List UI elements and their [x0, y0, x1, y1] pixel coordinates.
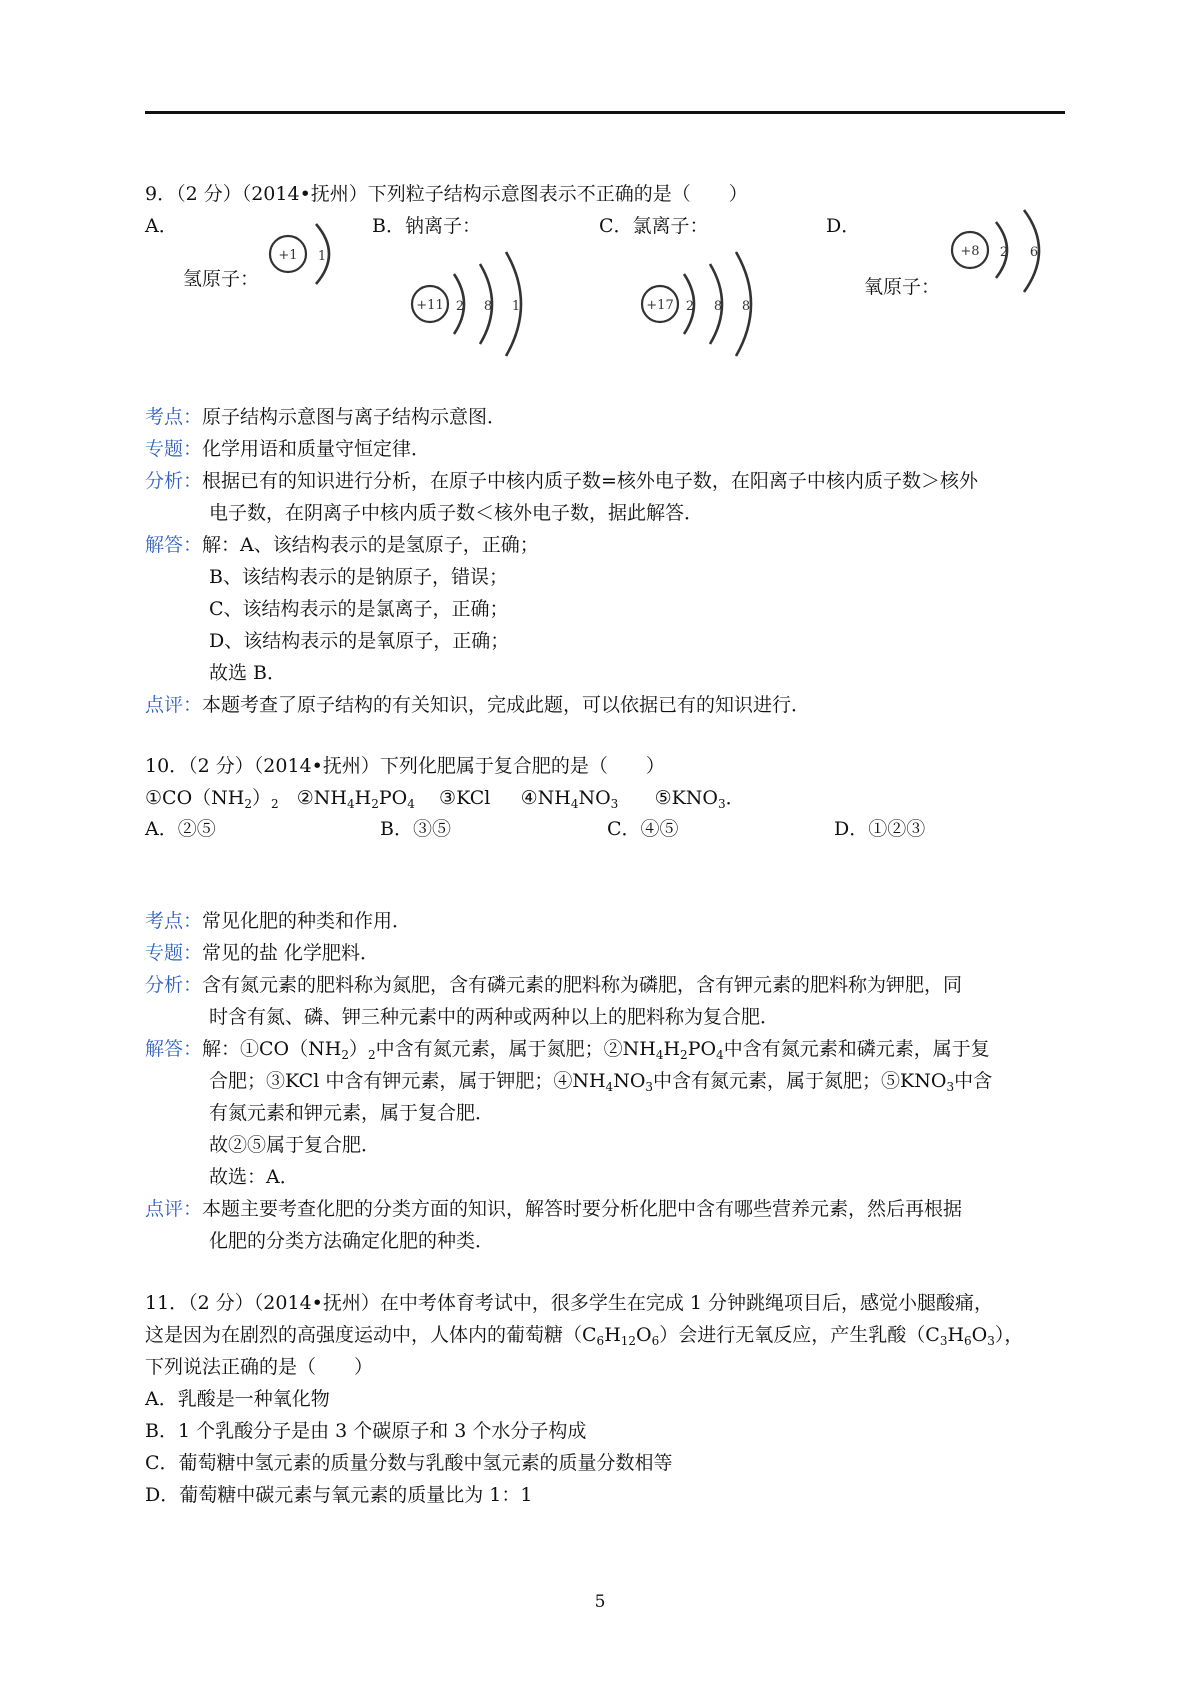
q9-zhuanti: 化学用语和质量守恒定律． — [202, 438, 431, 460]
diagram-d-shell-1: 2 — [999, 245, 1009, 260]
q10-option-a: A．②⑤ — [145, 818, 216, 840]
q11-option-b: B．1 个乳酸分子是由 3 个碳原子和 3 个水分子构成 — [145, 1420, 587, 1442]
q9-fenxi-2: 电子数，在阴离子中核内质子数＜核外电子数，据此解答． — [209, 502, 704, 524]
q11-option-d: D．葡萄糖中碳元素与氧元素的质量比为 1：1 — [145, 1484, 533, 1506]
chloride-ion-diagram — [634, 248, 774, 358]
q10-option-c: C．④⑤ — [607, 818, 679, 840]
q9-dianping: 本题考查了原子结构的有关知识，完成此题，可以依据已有的知识进行． — [202, 694, 811, 716]
diagram-b-shell-1: 2 — [455, 299, 465, 314]
q11-stem-1: 11．（2 分）（2014•抚州）在中考体育考试中，很多学生在完成 1 分钟跳绳项目后，感觉小腿酸痛， — [145, 1292, 994, 1314]
q11-option-a: A．乳酸是一种氧化物 — [145, 1388, 330, 1410]
q9-jieda-5: 故选 B． — [209, 662, 287, 684]
q9-option-c: C．氯离子： — [599, 215, 709, 237]
q10-zhuanti: 常见的盐 化学肥料． — [202, 942, 380, 964]
diagram-b-shell-2: 8 — [483, 299, 493, 314]
q10-option-d: D．①②③ — [834, 818, 926, 840]
q10-dianping-label: 点评： — [145, 1198, 203, 1220]
diagram-c-shell-3: 8 — [741, 299, 751, 314]
q10-kaodian-label: 考点： — [145, 910, 203, 932]
q10-fenxi-2: 时含有氮、磷、钾三种元素中的两种或两种以上的肥料称为复合肥． — [209, 1006, 780, 1028]
q9-option-d: D． — [826, 215, 861, 237]
diagram-c-shell-2: 8 — [713, 299, 723, 314]
diagram-a-nucleus: +1 — [278, 248, 298, 263]
diagram-a-shell-1: 1 — [317, 249, 327, 264]
q10-stem: 10．（2 分）（2014•抚州）下列化肥属于复合肥的是（ ） — [145, 755, 665, 777]
q9-option-b: B．钠离子： — [372, 215, 481, 237]
q9-jieda-2: B、该结构表示的是钠原子，错误； — [209, 566, 508, 588]
header-rule — [145, 111, 1065, 114]
q9-jieda-1: 解：A、该结构表示的是氢原子，正确； — [202, 534, 539, 556]
q9-jieda-4: D、该结构表示的是氧原子，正确； — [209, 630, 510, 652]
diagram-b-shell-3: 1 — [511, 299, 521, 314]
q10-fenxi-label: 分析： — [145, 974, 203, 996]
q9-fenxi-label: 分析： — [145, 470, 203, 492]
q10-items: $①CO(NH_2)_2$ $②NH_4H_2PO_4$ ③KCl $④NH_4NO_3$ $⑤KNO_3$． — [145, 787, 745, 811]
q10-jieda-line-1: 解答：解：$①CO(NH_2)_2$中含有氮元素，属于氮肥；$②NH_4H_2PO_4$中含有氮元素和磷元素，属于复 — [145, 1038, 990, 1062]
q9-fenxi-1: 根据已有的知识进行分析，在原子中核内质子数=核外电子数，在阳离子中核内质子数＞核外 — [202, 470, 978, 492]
q9-jieda-3: C、该结构表示的是氯离子，正确； — [209, 598, 509, 620]
q10-jieda-line-4: 故②⑤属于复合肥． — [209, 1134, 381, 1156]
q9-jieda-label: 解答： — [145, 534, 203, 556]
q11-stem-2: 这是因为在剧烈的高强度运动中，人体内的葡萄糖$(C_6H_{12}O_6)$会进行无氧反应，产生乳酸$(C_3H_6O_3)$， — [145, 1324, 1024, 1348]
q9-zhuanti-label: 专题： — [145, 438, 203, 460]
diagram-c-shell-1: 2 — [685, 299, 695, 314]
page-number: 5 — [594, 1592, 606, 1612]
diagram-d-shell-2: 6 — [1029, 245, 1039, 260]
q11-option-c: C．葡萄糖中氢元素的质量分数与乳酸中氢元素的质量分数相等 — [145, 1452, 673, 1474]
q9-kaodian: 原子结构示意图与离子结构示意图． — [202, 406, 507, 428]
q9-option-d-label: 氧原子： — [864, 276, 941, 298]
q10-jieda-line-2: 合肥；③KCl 中含有钾元素，属于钾肥；$④NH_4NO_3$中含有氮元素，属于氮肥；$⑤KNO_3$中含 — [209, 1070, 993, 1094]
q10-fenxi-1: 含有氮元素的肥料称为氮肥，含有磷元素的肥料称为磷肥，含有钾元素的肥料称为钾肥，同 — [202, 974, 963, 996]
q9-stem: 9．（2 分）（2014•抚州）下列粒子结构示意图表示不正确的是（ ） — [145, 183, 748, 205]
q9-dianping-label: 点评： — [145, 694, 203, 716]
q10-kaodian: 常见化肥的种类和作用． — [202, 910, 412, 932]
diagram-b-nucleus: +11 — [416, 298, 444, 313]
q11-stem-3: 下列说法正确的是（ ） — [145, 1356, 374, 1378]
q10-zhuanti-label: 专题： — [145, 942, 203, 964]
diagram-d-nucleus: +8 — [960, 244, 980, 259]
sodium-ion-diagram — [404, 248, 544, 358]
q9-option-a: A． — [145, 215, 178, 237]
q10-jieda-line-5: 故选：A． — [209, 1166, 299, 1188]
hydrogen-atom-diagram — [262, 212, 342, 292]
q10-dianping-2: 化肥的分类方法确定化肥的种类． — [209, 1230, 495, 1252]
q10-dianping-1: 本题主要考查化肥的分类方面的知识，解答时要分析化肥中含有哪些营养元素，然后再根据 — [202, 1198, 963, 1220]
q9-option-a-label: 氢原子： — [183, 268, 260, 290]
q9-kaodian-label: 考点： — [145, 406, 203, 428]
q10-option-b: B．③⑤ — [380, 818, 451, 840]
oxygen-atom-diagram — [944, 206, 1064, 296]
q10-jieda-line-3: 有氮元素和钾元素，属于复合肥． — [209, 1102, 495, 1124]
diagram-c-nucleus: +17 — [646, 298, 674, 313]
